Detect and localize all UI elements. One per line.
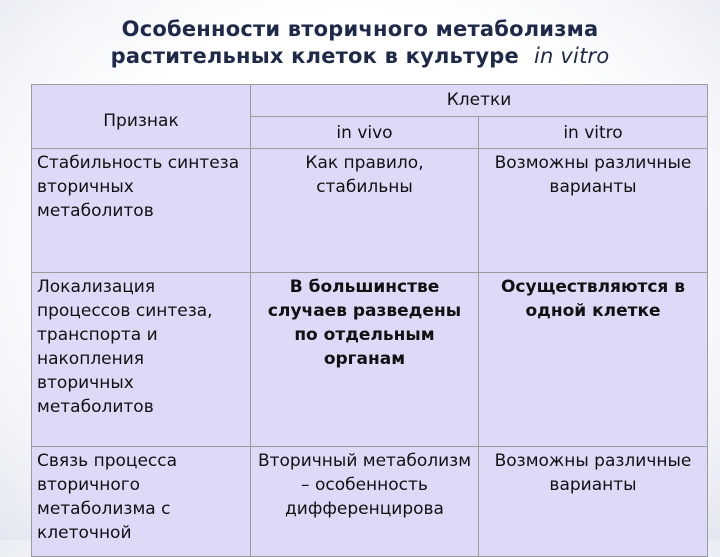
row-2-in-vitro: Осуществляются в одной клетке [500,277,686,321]
header-in-vitro-label: in vitro [563,123,623,143]
header-row-1 [32,85,708,117]
comparison-table [31,84,708,557]
row-3-feature-cell [32,447,251,557]
title-line-2-italic: in vitro [533,44,610,68]
table-row [32,447,708,557]
slide-title [0,16,720,70]
row-1-in-vivo-cell [251,149,479,273]
row-1-in-vivo: Как правило, стабильны [305,153,424,197]
header-cells-cell [251,85,708,117]
header-feature-label: Признак [103,111,179,131]
row-2-in-vivo-cell [251,273,479,447]
row-2-in-vivo: В большинстве случаев разведены по отдельным органам [267,277,462,369]
row-3-in-vitro: Возможны различные варианты [494,451,692,495]
row-2-feature-cell [32,273,251,447]
row-3-in-vitro-cell [479,447,708,557]
title-line-2 [0,43,720,70]
row-1-feature: Стабильность синтеза вторичных метаболитов [37,153,240,221]
row-3-in-vivo-cell [251,447,479,557]
table-row [32,149,708,273]
header-feature-cell [32,85,251,149]
row-1-in-vitro-cell [479,149,708,273]
row-2-feature: Локализация процессов синтеза, транспорта и накопления вторичных метаболитов [37,277,213,417]
table-row [32,273,708,447]
row-1-feature-cell [32,149,251,273]
header-in-vivo-cell [251,117,479,149]
header-in-vitro-cell [479,117,708,149]
header-in-vivo-label: in vivo [336,123,393,143]
title-line-1: Особенности вторичного метаболизма [121,17,599,41]
row-1-in-vitro: Возможны различные варианты [494,153,692,197]
row-3-in-vivo: Вторичный метаболизм – особенность дифференцирова [257,451,472,519]
row-3-feature: Связь процесса вторичного метаболизма с клеточной [37,451,178,543]
row-2-in-vitro-cell [479,273,708,447]
header-cells-label: Клетки [446,90,512,110]
title-line-2-main: растительных клеток в культуре [110,44,519,68]
